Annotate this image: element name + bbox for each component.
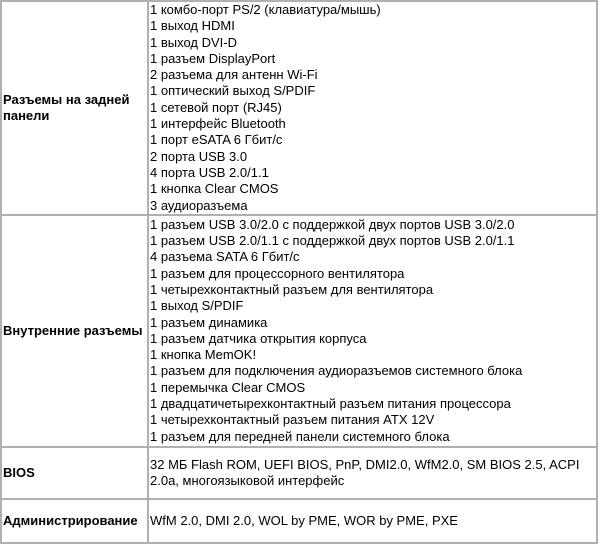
- list-item: 1 разъем датчика открытия корпуса: [150, 330, 367, 346]
- list-item: 1 разъем для передней панели системного блока: [150, 428, 450, 444]
- list-item: 1 разъем DisplayPort: [150, 50, 276, 66]
- list-item: 1 разъем USB 2.0/1.1 с поддержкой двух портов USB 2.0/1.1: [150, 233, 515, 249]
- list-item: 1 оптический выход S/PDIF: [150, 83, 316, 99]
- list-item: 1 выход S/PDIF: [150, 298, 244, 314]
- list-item: 1 четырехконтактный разъем для вентилятора: [150, 281, 434, 297]
- list-item: 1 порт eSATA 6 Гбит/с: [150, 132, 283, 148]
- bios-description: 32 МБ Flash ROM, UEFI BIOS, PnP, DMI2.0, WfM2.0, SM BIOS 2.5, ACPI 2.0a, многоязыковой интерфейс: [150, 456, 580, 488]
- list-item: 4 разъема SATA 6 Гбит/с: [150, 249, 300, 265]
- list-item: 3 аудиоразъема: [150, 197, 248, 213]
- administration-description: WfM 2.0, DMI 2.0, WOL by PME, WOR by PME, PXE: [150, 512, 458, 528]
- table-row: [1, 447, 597, 499]
- row-label-rear-panel: Разъемы на задней панели: [1, 1, 148, 215]
- list-item: 1 кнопка Clear CMOS: [150, 181, 279, 197]
- row-label-internal: Внутренние разъемы: [1, 215, 148, 447]
- row-value-rear-panel: [148, 1, 597, 215]
- list-item: 2 разъема для антенн Wi-Fi: [150, 67, 318, 83]
- list-item: 1 разъем динамика: [150, 314, 268, 330]
- list-item: 2 порта USB 3.0: [150, 148, 248, 164]
- list-item: 1 выход HDMI: [150, 18, 235, 34]
- list-item: 4 порта USB 2.0/1.1: [150, 164, 269, 180]
- list-item: 1 сетевой порт (RJ45): [150, 99, 282, 115]
- list-item: 1 четырехконтактный разъем питания ATX 12V: [150, 412, 435, 428]
- row-label-bios: BIOS: [1, 447, 148, 499]
- row-label-administration: Администрирование: [1, 499, 148, 543]
- row-value-administration: [148, 499, 597, 543]
- list-item: 1 комбо-порт PS/2 (клавиатура/мышь): [150, 2, 381, 17]
- table-row: [1, 215, 597, 447]
- list-item: 1 перемычка Clear CMOS: [150, 379, 306, 395]
- list-item: 1 разъем USB 3.0/2.0 с поддержкой двух портов USB 3.0/2.0: [150, 216, 515, 232]
- list-item: 1 выход DVI-D: [150, 34, 237, 50]
- table-row: [1, 1, 597, 215]
- list-item: 1 двадцатичетырехконтактный разъем питания процессора: [150, 396, 511, 412]
- list-item: 1 интерфейс Bluetooth: [150, 116, 286, 132]
- row-value-internal: [148, 215, 597, 447]
- row-value-bios: [148, 447, 597, 499]
- list-item: 1 разъем для подключения аудиоразъемов системного блока: [150, 363, 523, 379]
- table-row: [1, 499, 597, 543]
- list-item: 1 разъем для процессорного вентилятора: [150, 265, 405, 281]
- list-item: 1 кнопка MemOK!: [150, 347, 257, 363]
